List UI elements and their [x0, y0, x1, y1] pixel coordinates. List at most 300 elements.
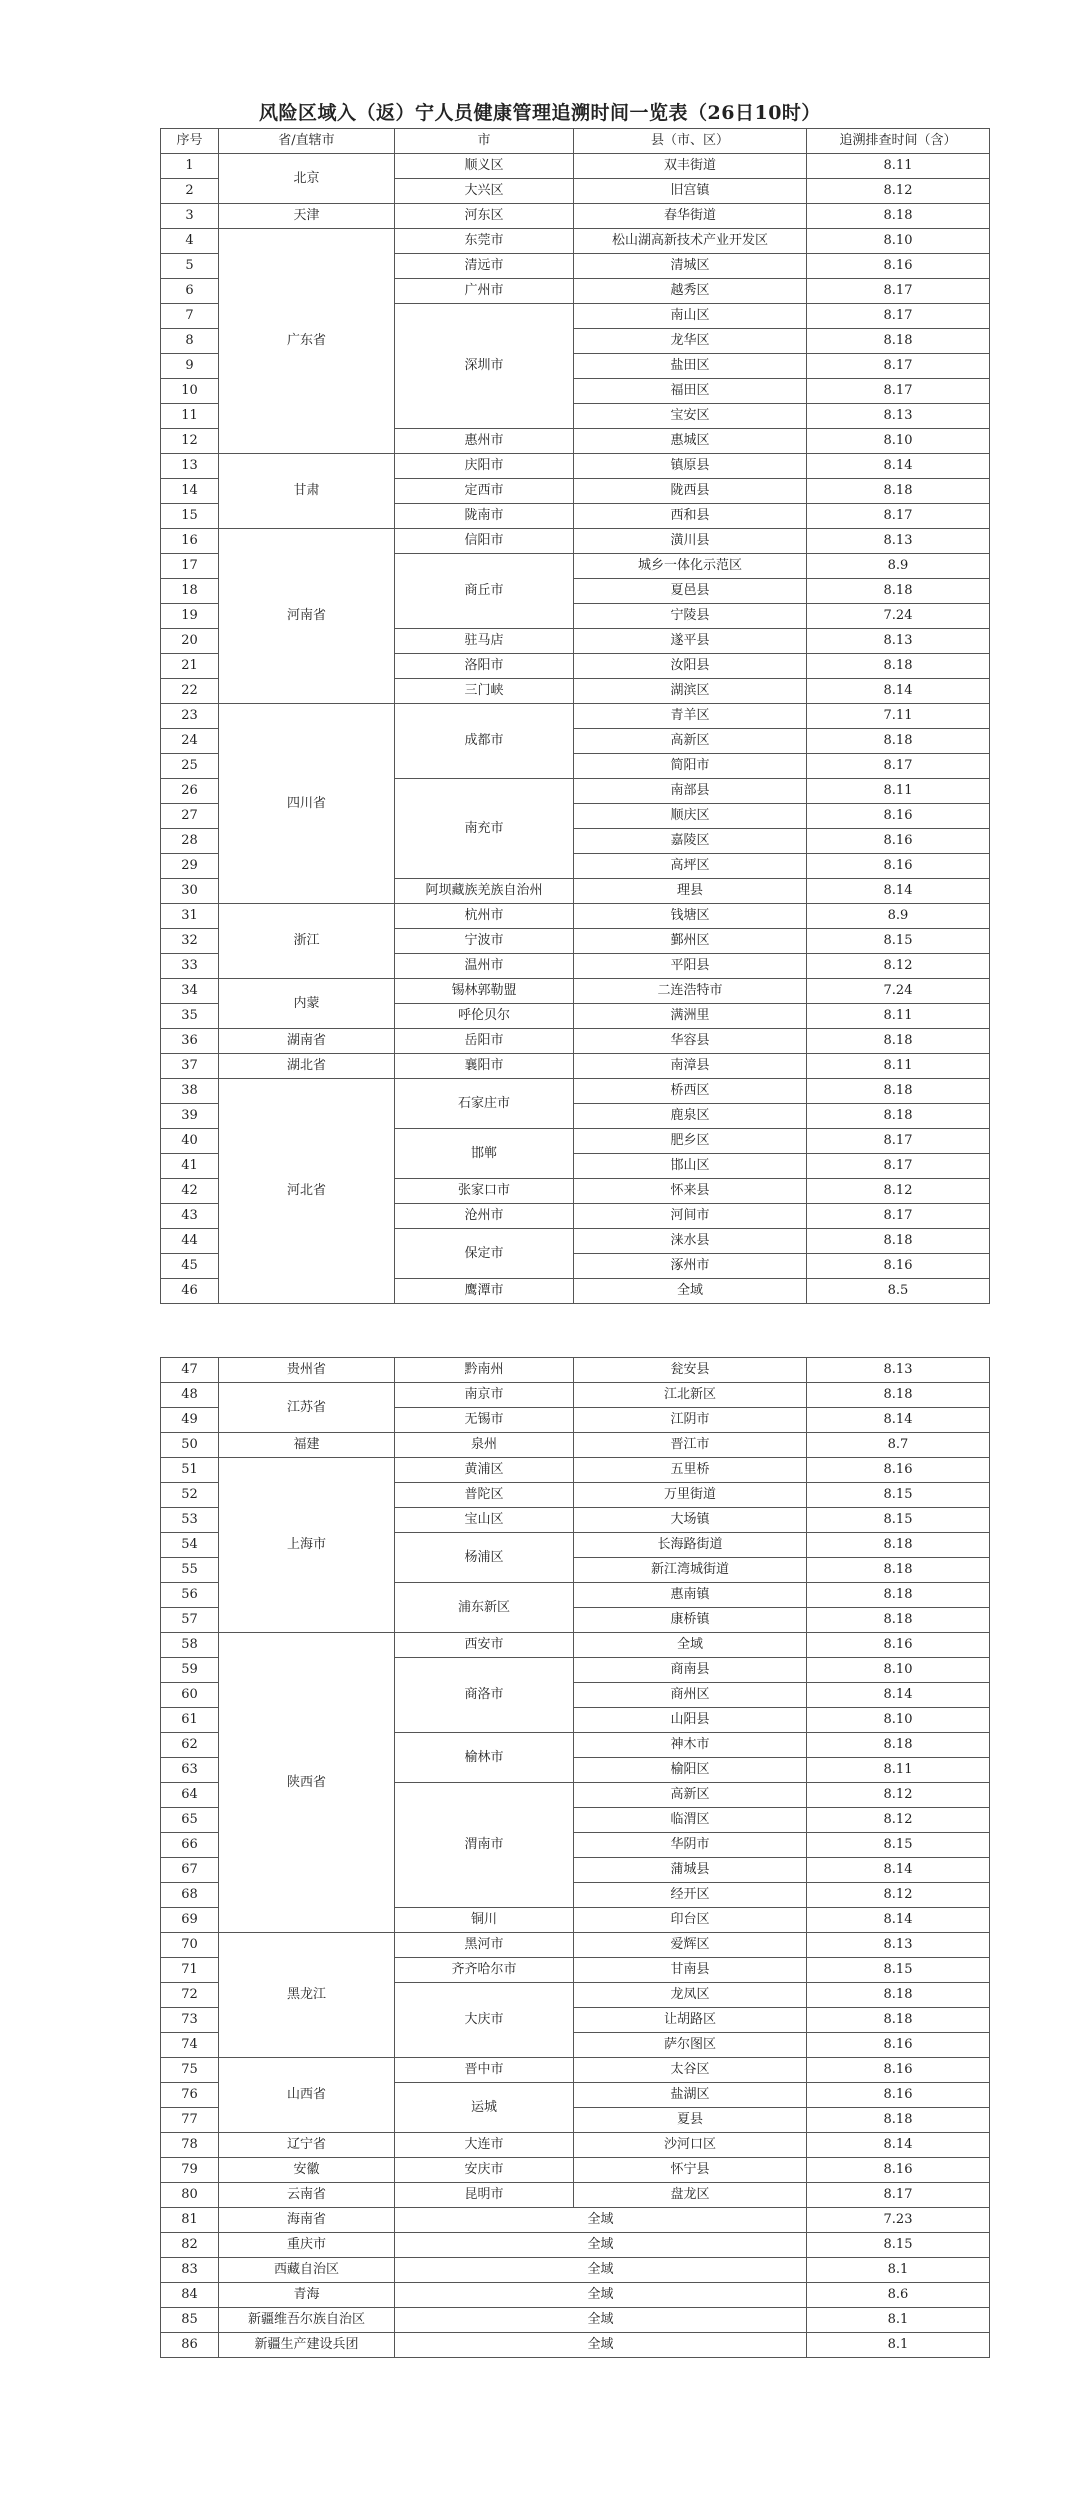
- seq-cell: 41: [161, 1154, 219, 1179]
- city-cell: 全域: [395, 2333, 807, 2358]
- province-cell: 天津: [219, 204, 395, 229]
- seq-cell: 2: [161, 179, 219, 204]
- seq-cell: 58: [161, 1633, 219, 1658]
- city-cell: 黔南州: [395, 1358, 574, 1383]
- county-cell: 长海路街道: [574, 1533, 807, 1558]
- county-cell: 南部县: [574, 779, 807, 804]
- city-cell: 昆明市: [395, 2183, 574, 2208]
- city-cell: 杭州市: [395, 904, 574, 929]
- trace-time-cell: 8.18: [807, 1608, 990, 1633]
- table-row: [161, 704, 990, 729]
- trace-time-cell: 8.13: [807, 529, 990, 554]
- trace-time-cell: 7.24: [807, 604, 990, 629]
- trace-time-cell: 8.7: [807, 1433, 990, 1458]
- table-row: [161, 2183, 990, 2208]
- trace-time-cell: 8.18: [807, 1583, 990, 1608]
- city-cell: 全域: [395, 2258, 807, 2283]
- province-cell: 海南省: [219, 2208, 395, 2233]
- table-row: [161, 1383, 990, 1408]
- table-row: [161, 2233, 990, 2258]
- city-cell: 杨浦区: [395, 1533, 574, 1583]
- trace-time-cell: 8.15: [807, 1508, 990, 1533]
- seq-cell: 25: [161, 754, 219, 779]
- city-cell: 东莞市: [395, 229, 574, 254]
- seq-cell: 56: [161, 1583, 219, 1608]
- seq-cell: 85: [161, 2308, 219, 2333]
- city-cell: 襄阳市: [395, 1054, 574, 1079]
- seq-cell: 71: [161, 1958, 219, 1983]
- province-cell: 上海市: [219, 1458, 395, 1633]
- county-cell: 桥西区: [574, 1079, 807, 1104]
- trace-time-cell: 8.14: [807, 1858, 990, 1883]
- seq-cell: 34: [161, 979, 219, 1004]
- province-cell: 广东省: [219, 229, 395, 454]
- county-cell: 夏邑县: [574, 579, 807, 604]
- city-cell: 洛阳市: [395, 654, 574, 679]
- table-row: [161, 1029, 990, 1054]
- trace-time-cell: 8.11: [807, 1004, 990, 1029]
- province-cell: 湖南省: [219, 1029, 395, 1054]
- trace-time-cell: 8.12: [807, 1808, 990, 1833]
- city-cell: 运城: [395, 2083, 574, 2133]
- county-cell: 商南县: [574, 1658, 807, 1683]
- city-cell: 邯郸: [395, 1129, 574, 1179]
- city-cell: 南京市: [395, 1383, 574, 1408]
- county-cell: 宁陵县: [574, 604, 807, 629]
- city-cell: 大庆市: [395, 1983, 574, 2058]
- trace-time-cell: 8.16: [807, 1633, 990, 1658]
- province-cell: 新疆生产建设兵团: [219, 2333, 395, 2358]
- seq-cell: 1: [161, 154, 219, 179]
- trace-time-cell: 8.17: [807, 1204, 990, 1229]
- table-row: [161, 1079, 990, 1104]
- province-cell: 河南省: [219, 529, 395, 704]
- seq-cell: 12: [161, 429, 219, 454]
- county-cell: 清城区: [574, 254, 807, 279]
- trace-time-cell: 8.17: [807, 304, 990, 329]
- seq-cell: 9: [161, 354, 219, 379]
- seq-cell: 20: [161, 629, 219, 654]
- county-cell: 江北新区: [574, 1383, 807, 1408]
- province-cell: 内蒙: [219, 979, 395, 1029]
- seq-cell: 6: [161, 279, 219, 304]
- province-cell: 新疆维吾尔族自治区: [219, 2308, 395, 2333]
- table-row: [161, 2133, 990, 2158]
- county-cell: 萨尔图区: [574, 2033, 807, 2058]
- trace-time-cell: 8.14: [807, 1408, 990, 1433]
- trace-time-cell: 8.16: [807, 254, 990, 279]
- trace-time-cell: 8.15: [807, 1833, 990, 1858]
- trace-time-cell: 8.13: [807, 629, 990, 654]
- city-cell: 岳阳市: [395, 1029, 574, 1054]
- seq-cell: 73: [161, 2008, 219, 2033]
- seq-cell: 46: [161, 1279, 219, 1304]
- trace-time-cell: 8.14: [807, 679, 990, 704]
- seq-cell: 10: [161, 379, 219, 404]
- city-cell: 齐齐哈尔市: [395, 1958, 574, 1983]
- county-cell: 盐湖区: [574, 2083, 807, 2108]
- province-cell: 山西省: [219, 2058, 395, 2133]
- trace-time-cell: 8.17: [807, 1154, 990, 1179]
- seq-cell: 83: [161, 2258, 219, 2283]
- county-cell: 盘龙区: [574, 2183, 807, 2208]
- seq-cell: 38: [161, 1079, 219, 1104]
- trace-time-cell: 8.18: [807, 329, 990, 354]
- trace-time-cell: 8.17: [807, 379, 990, 404]
- trace-time-cell: 8.11: [807, 154, 990, 179]
- county-cell: 汝阳县: [574, 654, 807, 679]
- seq-cell: 60: [161, 1683, 219, 1708]
- city-cell: 温州市: [395, 954, 574, 979]
- county-cell: 榆阳区: [574, 1758, 807, 1783]
- county-cell: 龙凤区: [574, 1983, 807, 2008]
- seq-cell: 3: [161, 204, 219, 229]
- seq-cell: 36: [161, 1029, 219, 1054]
- seq-cell: 84: [161, 2283, 219, 2308]
- province-cell: 江苏省: [219, 1383, 395, 1433]
- trace-time-cell: 8.14: [807, 1908, 990, 1933]
- county-cell: 华阴市: [574, 1833, 807, 1858]
- trace-time-cell: 8.13: [807, 1358, 990, 1383]
- trace-time-cell: 8.11: [807, 779, 990, 804]
- table-row: [161, 2333, 990, 2358]
- county-cell: 康桥镇: [574, 1608, 807, 1633]
- trace-time-cell: 8.5: [807, 1279, 990, 1304]
- table-row: [161, 2283, 990, 2308]
- trace-time-cell: 8.15: [807, 929, 990, 954]
- seq-cell: 14: [161, 479, 219, 504]
- county-cell: 春华街道: [574, 204, 807, 229]
- seq-cell: 22: [161, 679, 219, 704]
- county-cell: 山阳县: [574, 1708, 807, 1733]
- county-cell: 嘉陵区: [574, 829, 807, 854]
- city-cell: 沧州市: [395, 1204, 574, 1229]
- seq-cell: 19: [161, 604, 219, 629]
- city-cell: 浦东新区: [395, 1583, 574, 1633]
- header-county: 县（市、区）: [574, 129, 807, 154]
- county-cell: 龙华区: [574, 329, 807, 354]
- trace-time-cell: 8.15: [807, 2233, 990, 2258]
- province-cell: 贵州省: [219, 1358, 395, 1383]
- seq-cell: 80: [161, 2183, 219, 2208]
- table-row: [161, 1433, 990, 1458]
- province-cell: 黑龙江: [219, 1933, 395, 2058]
- county-cell: 河间市: [574, 1204, 807, 1229]
- county-cell: 印台区: [574, 1908, 807, 1933]
- county-cell: 江阴市: [574, 1408, 807, 1433]
- seq-cell: 86: [161, 2333, 219, 2358]
- province-cell: 甘肃: [219, 454, 395, 529]
- trace-time-cell: 8.17: [807, 2183, 990, 2208]
- county-cell: 全域: [574, 1633, 807, 1658]
- trace-time-cell: 8.16: [807, 1254, 990, 1279]
- city-cell: 河东区: [395, 204, 574, 229]
- county-cell: 邯山区: [574, 1154, 807, 1179]
- seq-cell: 61: [161, 1708, 219, 1733]
- county-cell: 城乡一体化示范区: [574, 554, 807, 579]
- table-row: [161, 2258, 990, 2283]
- county-cell: 大场镇: [574, 1508, 807, 1533]
- city-cell: 大兴区: [395, 179, 574, 204]
- county-cell: 高新区: [574, 1783, 807, 1808]
- trace-time-cell: 8.14: [807, 454, 990, 479]
- trace-time-cell: 8.13: [807, 404, 990, 429]
- county-cell: 潢川县: [574, 529, 807, 554]
- county-cell: 鹿泉区: [574, 1104, 807, 1129]
- seq-cell: 31: [161, 904, 219, 929]
- table-row: [161, 1633, 990, 1658]
- trace-time-cell: 8.15: [807, 1958, 990, 1983]
- trace-time-cell: 8.18: [807, 1558, 990, 1583]
- county-cell: 双丰街道: [574, 154, 807, 179]
- trace-time-cell: 8.14: [807, 1683, 990, 1708]
- trace-time-cell: 8.18: [807, 1983, 990, 2008]
- seq-cell: 37: [161, 1054, 219, 1079]
- trace-time-cell: 8.18: [807, 479, 990, 504]
- city-cell: 渭南市: [395, 1783, 574, 1908]
- city-cell: 全域: [395, 2208, 807, 2233]
- table-row: [161, 2308, 990, 2333]
- county-cell: 遂平县: [574, 629, 807, 654]
- city-cell: 西安市: [395, 1633, 574, 1658]
- trace-time-cell: 8.16: [807, 854, 990, 879]
- city-cell: 定西市: [395, 479, 574, 504]
- trace-time-cell: 8.15: [807, 1483, 990, 1508]
- seq-cell: 63: [161, 1758, 219, 1783]
- city-cell: 顺义区: [395, 154, 574, 179]
- seq-cell: 5: [161, 254, 219, 279]
- county-cell: 涿州市: [574, 1254, 807, 1279]
- province-cell: 重庆市: [219, 2233, 395, 2258]
- seq-cell: 57: [161, 1608, 219, 1633]
- trace-time-cell: 8.13: [807, 1933, 990, 1958]
- city-cell: 呼伦贝尔: [395, 1004, 574, 1029]
- city-cell: 陇南市: [395, 504, 574, 529]
- county-cell: 华容县: [574, 1029, 807, 1054]
- seq-cell: 70: [161, 1933, 219, 1958]
- city-cell: 锡林郭勒盟: [395, 979, 574, 1004]
- trace-time-cell: 7.23: [807, 2208, 990, 2233]
- seq-cell: 53: [161, 1508, 219, 1533]
- city-cell: 信阳市: [395, 529, 574, 554]
- trace-time-cell: 8.17: [807, 1129, 990, 1154]
- seq-cell: 7: [161, 304, 219, 329]
- trace-time-cell: 8.18: [807, 1733, 990, 1758]
- trace-time-cell: 8.11: [807, 1054, 990, 1079]
- trace-time-cell: 8.11: [807, 1758, 990, 1783]
- table-row: [161, 229, 990, 254]
- header-seq: 序号: [161, 129, 219, 154]
- trace-time-cell: 8.6: [807, 2283, 990, 2308]
- trace-time-cell: 8.16: [807, 2083, 990, 2108]
- trace-time-cell: 8.18: [807, 2008, 990, 2033]
- county-cell: 陇西县: [574, 479, 807, 504]
- seq-cell: 76: [161, 2083, 219, 2108]
- trace-time-cell: 8.12: [807, 179, 990, 204]
- city-cell: 张家口市: [395, 1179, 574, 1204]
- trace-time-cell: 8.18: [807, 204, 990, 229]
- trace-table-part1: [160, 128, 990, 1304]
- province-cell: 云南省: [219, 2183, 395, 2208]
- seq-cell: 82: [161, 2233, 219, 2258]
- seq-cell: 16: [161, 529, 219, 554]
- seq-cell: 78: [161, 2133, 219, 2158]
- seq-cell: 47: [161, 1358, 219, 1383]
- page-title: 风险区域入（返）宁人员健康管理追溯时间一览表（26日10时）: [259, 102, 821, 124]
- trace-time-cell: 8.10: [807, 229, 990, 254]
- seq-cell: 49: [161, 1408, 219, 1433]
- city-cell: 阿坝藏族羌族自治州: [395, 879, 574, 904]
- trace-time-cell: 8.12: [807, 954, 990, 979]
- city-cell: 黑河市: [395, 1933, 574, 1958]
- county-cell: 越秀区: [574, 279, 807, 304]
- table-row: [161, 1054, 990, 1079]
- province-cell: 河北省: [219, 1079, 395, 1304]
- trace-time-cell: 8.12: [807, 1179, 990, 1204]
- city-cell: 全域: [395, 2308, 807, 2333]
- seq-cell: 77: [161, 2108, 219, 2133]
- county-cell: 顺庆区: [574, 804, 807, 829]
- city-cell: 三门峡: [395, 679, 574, 704]
- trace-time-cell: 8.18: [807, 1533, 990, 1558]
- province-cell: 安徽: [219, 2158, 395, 2183]
- county-cell: 惠南镇: [574, 1583, 807, 1608]
- seq-cell: 21: [161, 654, 219, 679]
- trace-time-cell: 7.11: [807, 704, 990, 729]
- table-row: [161, 2158, 990, 2183]
- header-province: 省/直辖市: [219, 129, 395, 154]
- city-cell: 黄浦区: [395, 1458, 574, 1483]
- seq-cell: 75: [161, 2058, 219, 2083]
- trace-time-cell: 8.1: [807, 2308, 990, 2333]
- city-cell: 榆林市: [395, 1733, 574, 1783]
- trace-time-cell: 8.10: [807, 429, 990, 454]
- county-cell: 惠城区: [574, 429, 807, 454]
- county-cell: 临渭区: [574, 1808, 807, 1833]
- table-row: [161, 1358, 990, 1383]
- county-cell: 满洲里: [574, 1004, 807, 1029]
- county-cell: 平阳县: [574, 954, 807, 979]
- city-cell: 保定市: [395, 1229, 574, 1279]
- province-cell: 福建: [219, 1433, 395, 1458]
- trace-time-cell: 8.17: [807, 504, 990, 529]
- seq-cell: 68: [161, 1883, 219, 1908]
- trace-time-cell: 8.17: [807, 279, 990, 304]
- county-cell: 经开区: [574, 1883, 807, 1908]
- seq-cell: 42: [161, 1179, 219, 1204]
- city-cell: 广州市: [395, 279, 574, 304]
- county-cell: 五里桥: [574, 1458, 807, 1483]
- trace-table-part2: [160, 1357, 990, 2358]
- province-cell: 西藏自治区: [219, 2258, 395, 2283]
- seq-cell: 52: [161, 1483, 219, 1508]
- county-cell: 让胡路区: [574, 2008, 807, 2033]
- county-cell: 青羊区: [574, 704, 807, 729]
- city-cell: 驻马店: [395, 629, 574, 654]
- trace-time-cell: 8.12: [807, 1783, 990, 1808]
- city-cell: 铜川: [395, 1908, 574, 1933]
- seq-cell: 62: [161, 1733, 219, 1758]
- city-cell: 无锡市: [395, 1408, 574, 1433]
- trace-time-cell: 8.17: [807, 354, 990, 379]
- table-header-row: [161, 129, 990, 154]
- seq-cell: 18: [161, 579, 219, 604]
- seq-cell: 4: [161, 229, 219, 254]
- table-body-part1: [161, 154, 990, 1304]
- seq-cell: 29: [161, 854, 219, 879]
- city-cell: 宝山区: [395, 1508, 574, 1533]
- city-cell: 大连市: [395, 2133, 574, 2158]
- city-cell: 惠州市: [395, 429, 574, 454]
- province-cell: 浙江: [219, 904, 395, 979]
- city-cell: 泉州: [395, 1433, 574, 1458]
- county-cell: 旧宫镇: [574, 179, 807, 204]
- county-cell: 南山区: [574, 304, 807, 329]
- trace-time-cell: 8.16: [807, 829, 990, 854]
- trace-time-cell: 8.16: [807, 1458, 990, 1483]
- table-row: [161, 154, 990, 179]
- city-cell: 成都市: [395, 704, 574, 779]
- city-cell: 全域: [395, 2233, 807, 2258]
- trace-time-cell: 8.16: [807, 2033, 990, 2058]
- seq-cell: 55: [161, 1558, 219, 1583]
- city-cell: 鹰潭市: [395, 1279, 574, 1304]
- seq-cell: 28: [161, 829, 219, 854]
- county-cell: 怀来县: [574, 1179, 807, 1204]
- seq-cell: 40: [161, 1129, 219, 1154]
- trace-time-cell: 8.16: [807, 2158, 990, 2183]
- county-cell: 新江湾城街道: [574, 1558, 807, 1583]
- seq-cell: 69: [161, 1908, 219, 1933]
- seq-cell: 59: [161, 1658, 219, 1683]
- seq-cell: 44: [161, 1229, 219, 1254]
- county-cell: 甘南县: [574, 1958, 807, 1983]
- trace-time-cell: 8.14: [807, 879, 990, 904]
- seq-cell: 8: [161, 329, 219, 354]
- city-cell: 晋中市: [395, 2058, 574, 2083]
- county-cell: 西和县: [574, 504, 807, 529]
- county-cell: 夏县: [574, 2108, 807, 2133]
- trace-time-cell: 8.16: [807, 804, 990, 829]
- trace-time-cell: 8.1: [807, 2333, 990, 2358]
- seq-cell: 43: [161, 1204, 219, 1229]
- county-cell: 商州区: [574, 1683, 807, 1708]
- county-cell: 神木市: [574, 1733, 807, 1758]
- county-cell: 晋江市: [574, 1433, 807, 1458]
- seq-cell: 26: [161, 779, 219, 804]
- county-cell: 高新区: [574, 729, 807, 754]
- county-cell: 宝安区: [574, 404, 807, 429]
- county-cell: 湖滨区: [574, 679, 807, 704]
- city-cell: 庆阳市: [395, 454, 574, 479]
- county-cell: 松山湖高新技术产业开发区: [574, 229, 807, 254]
- trace-time-cell: 8.10: [807, 1658, 990, 1683]
- table-row: [161, 979, 990, 1004]
- county-cell: 瓮安县: [574, 1358, 807, 1383]
- trace-time-cell: 8.18: [807, 1383, 990, 1408]
- seq-cell: 11: [161, 404, 219, 429]
- seq-cell: 66: [161, 1833, 219, 1858]
- trace-time-cell: 8.18: [807, 1029, 990, 1054]
- seq-cell: 13: [161, 454, 219, 479]
- county-cell: 盐田区: [574, 354, 807, 379]
- county-cell: 蒲城县: [574, 1858, 807, 1883]
- seq-cell: 39: [161, 1104, 219, 1129]
- seq-cell: 51: [161, 1458, 219, 1483]
- city-cell: 商丘市: [395, 554, 574, 629]
- seq-cell: 32: [161, 929, 219, 954]
- trace-time-cell: 8.10: [807, 1708, 990, 1733]
